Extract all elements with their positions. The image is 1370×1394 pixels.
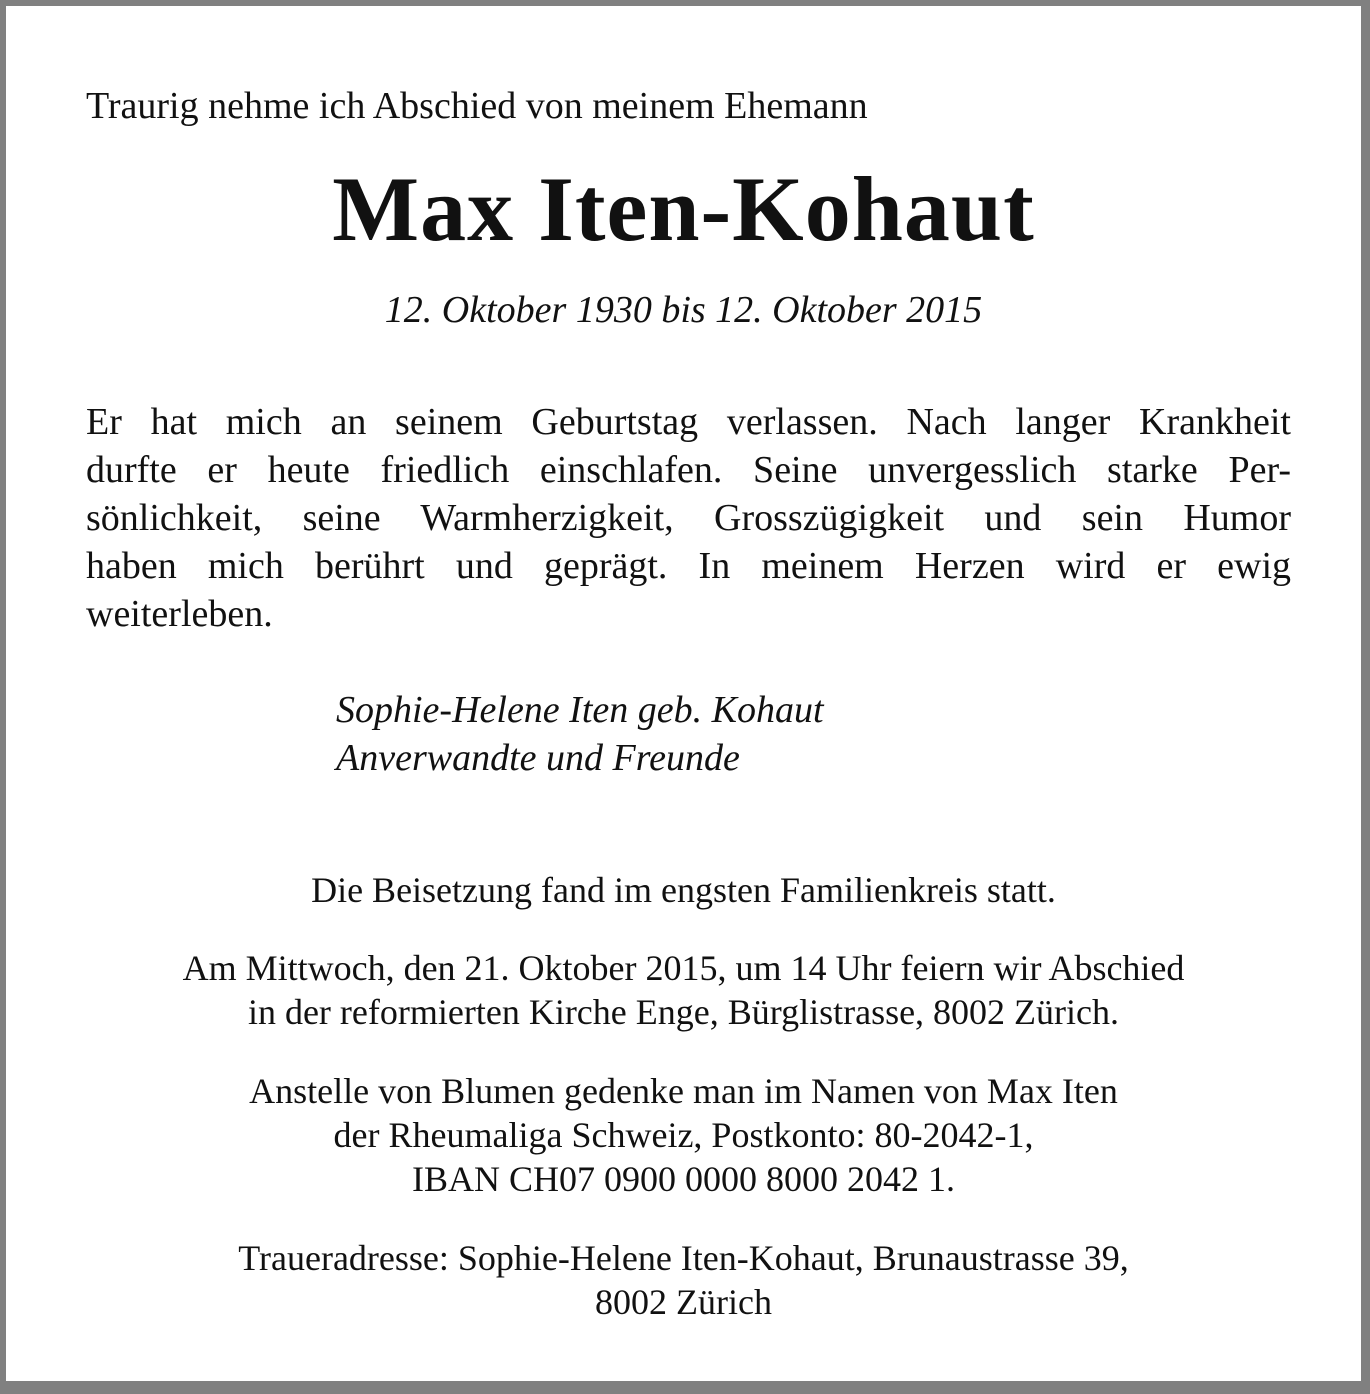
obituary-text	[86, 398, 1291, 638]
donation-line: IBAN CH07 0900 0000 8000 2042 1.	[411, 1159, 955, 1199]
intro-line: Traurig nehme ich Abschied von meinem Ehemann	[86, 85, 868, 127]
burial-note	[6, 868, 1361, 912]
address-line: 8002 Zürich	[595, 1282, 772, 1322]
donation-line: Anstelle von Blumen gedenke man im Namen von Max Iten	[249, 1071, 1118, 1111]
donation-info	[6, 1069, 1361, 1201]
burial-line: Die Beisetzung fand im engsten Familienkreis statt.	[311, 870, 1056, 910]
mourning-address	[6, 1236, 1361, 1324]
obituary-text-line: weiterleben.	[86, 593, 273, 635]
obituary-text-line: Er hat mich an seinem Geburtstag verlassen. Nach langer Krankheit	[86, 401, 1291, 443]
address-line: Traueradresse: Sophie-Helene Iten-Kohaut, Brunaustrasse 39,	[238, 1238, 1129, 1278]
life-dates: 12. Oktober 1930 bis 12. Oktober 2015	[384, 289, 983, 331]
mourners-signature	[336, 686, 824, 782]
mourner-line: Sophie-Helene Iten geb. Kohaut	[336, 689, 824, 731]
obituary-text-line: durfte er heute friedlich einschlafen. Seine unvergesslich starke Per-	[86, 449, 1291, 491]
deceased-name: Max Iten-Kohaut	[332, 158, 1035, 260]
obituary-text-line: sönlichkeit, seine Warmherzigkeit, Grosszügigkeit und sein Humor	[86, 497, 1291, 539]
obituary-text-line: haben mich berührt und geprägt. In meinem Herzen wird er ewig	[86, 545, 1291, 587]
donation-line: der Rheumaliga Schweiz, Postkonto: 80-2042-1,	[333, 1115, 1034, 1155]
ceremony-line: Am Mittwoch, den 21. Oktober 2015, um 14 Uhr feiern wir Abschied	[182, 948, 1185, 988]
ceremony-info	[6, 946, 1361, 1034]
ceremony-line: in der reformierten Kirche Enge, Bürglistrasse, 8002 Zürich.	[247, 992, 1120, 1032]
obituary-page	[6, 6, 1361, 1381]
mourner-line: Anverwandte und Freunde	[336, 737, 740, 779]
